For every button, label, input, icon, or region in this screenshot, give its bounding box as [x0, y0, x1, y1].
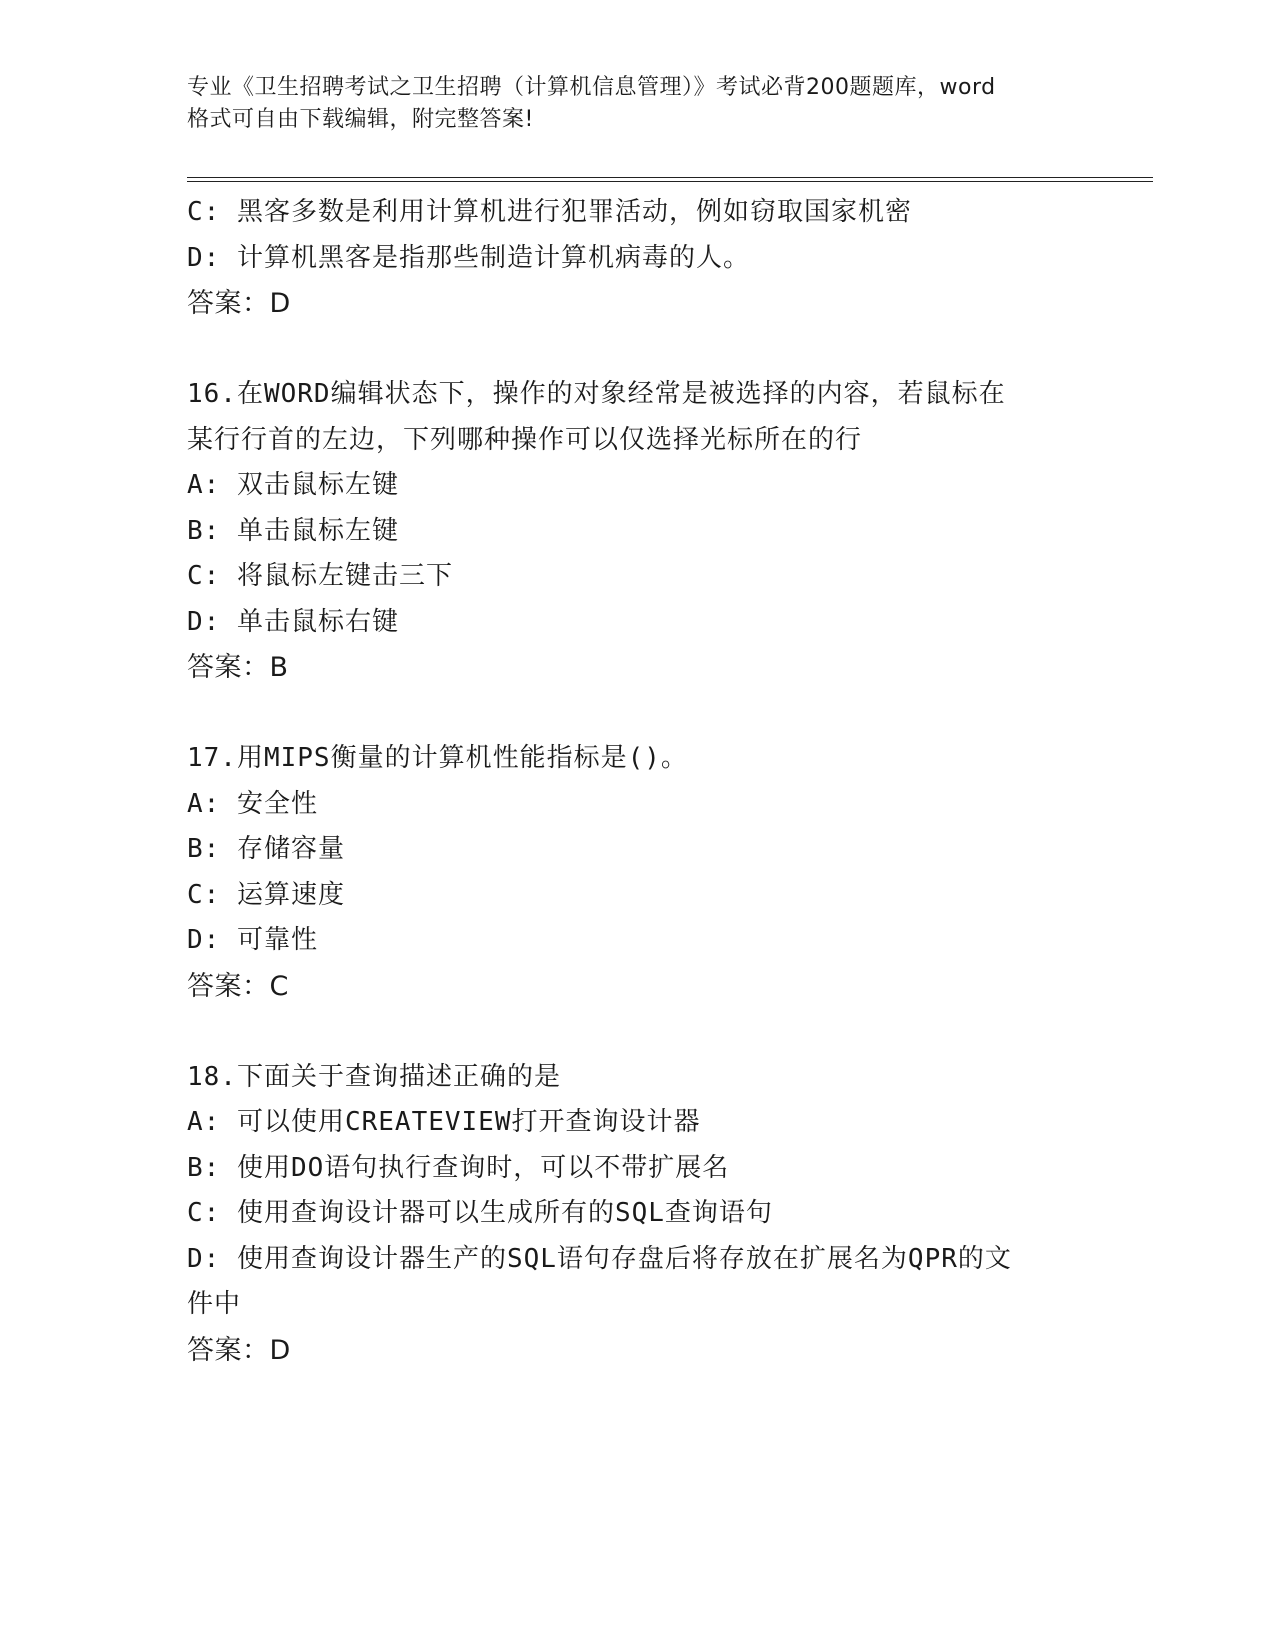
header-title-line-1: 专业《卫生招聘考试之卫生招聘（计算机信息管理）》考试必背200题题库，word — [187, 75, 996, 100]
question-stem-line: 17.用MIPS衡量的计算机性能指标是()。 — [187, 743, 688, 773]
answer: 答案：D — [187, 1334, 291, 1366]
answer: 答案：C — [187, 970, 289, 1002]
option-c: C: 将鼠标左键击三下 — [187, 561, 453, 591]
option-d: D: 使用查询设计器生产的SQL语句存盘后将存放在扩展名为QPR的文 — [187, 1243, 1012, 1274]
option-b: B: 单击鼠标左键 — [187, 515, 399, 546]
question-stem-line: 16.在WORD编辑状态下，操作的对象经常是被选择的内容，若鼠标在 — [187, 379, 1006, 409]
carryover-option-c: C: 黑客多数是利用计算机进行犯罪活动，例如窃取国家机密 — [187, 197, 912, 227]
option-b: B: 存储容量 — [187, 834, 345, 864]
question-spacer — [187, 327, 1087, 373]
option-c: C: 运算速度 — [187, 879, 345, 910]
question-17 — [187, 736, 1087, 1009]
option-a: A: 双击鼠标左键 — [187, 470, 399, 500]
header-title-line-2: 格式可自由下载编辑，附完整答案! — [187, 107, 534, 132]
question-spacer — [187, 1009, 1087, 1055]
question-16 — [187, 372, 1087, 691]
question-content — [187, 190, 1087, 1373]
question-spacer — [187, 691, 1087, 737]
question-18 — [187, 1055, 1087, 1374]
option-d: D: 可靠性 — [187, 925, 318, 955]
answer: 答案：B — [187, 652, 289, 683]
option-a: A: 可以使用CREATEVIEW打开查询设计器 — [187, 1107, 701, 1137]
option-a: A: 安全性 — [187, 788, 318, 819]
carryover-answer: 答案：D — [187, 288, 291, 319]
header-divider — [187, 177, 1153, 182]
question-stem-line: 某行行首的左边，下列哪种操作可以仅选择光标所在的行 — [187, 424, 863, 455]
option-b: B: 使用DO语句执行查询时，可以不带扩展名 — [187, 1152, 730, 1183]
option-c: C: 使用查询设计器可以生成所有的SQL查询语句 — [187, 1198, 773, 1228]
option-d: D: 单击鼠标右键 — [187, 606, 399, 637]
carryover-option-d: D: 计算机黑客是指那些制造计算机病毒的人。 — [187, 242, 750, 273]
question-stem-line: 18.下面关于查询描述正确的是 — [187, 1061, 561, 1092]
option-d-continuation: 件中 — [187, 1289, 242, 1319]
page-header — [187, 72, 1087, 136]
